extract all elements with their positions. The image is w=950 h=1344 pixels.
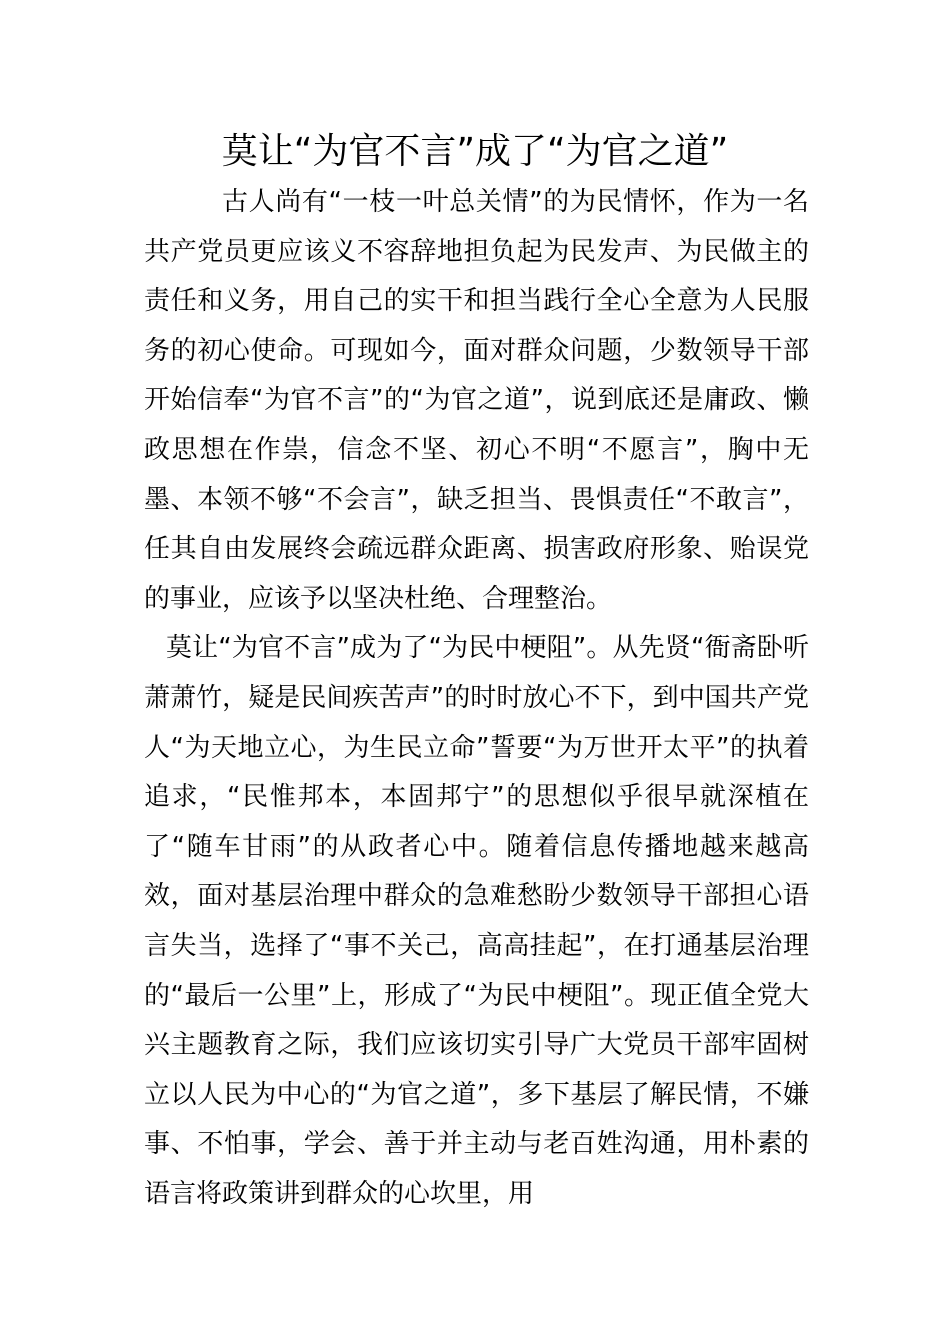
document-title: 莫让“为官不言”成了“为官之道” bbox=[221, 131, 729, 172]
document-body bbox=[144, 178, 809, 1219]
paragraph-2: 莫让“为官不言”成为了“为民中梗阻”。从先贤“衙斋卧听萧萧竹，疑是民间疾苦声”的时时放心不下，到中国共产党人“为天地立心，为生民立命”誓要“为万世开太平”的执着追求，“民惟邦本，本固邦宁”的思想似乎很早就深植在了“随车甘雨”的从政者心中。随着信息传播地越来越高效，面对基层治理中群众的急难愁盼少数领导干部担心语言失当，选择了“事不关己，高高挂起”，在打通基层治理的“最后一公里”上，形成了“为民中梗阻”。现正值全党大兴主题教育之际，我们应该切实引导广大党员干部牢固树立以人民为中心的“为官之道”，多下基层了解民情，不嫌事、不怕事，学会、善于并主动与老百姓沟通，用朴素的语言将政策讲到群众的心坎里，用 bbox=[144, 633, 809, 1209]
paragraph-1: 古人尚有“一枝一叶总关情”的为民情怀，作为一名共产党员更应该义不容辞地担负起为民发声、为民做主的责任和义务，用自己的实干和担当践行全心全意为人民服务的初心使命。可现如今，面对群众问题，少数领导干部开始信奉“为官不言”的“为官之道”，说到底还是庸政、懒政思想在作祟，信念不坚、初心不明“不愿言”，胸中无墨、本领不够“不会言”，缺乏担当、畏惧责任“不敢言”，任其自由发展终会疏远群众距离、损害政府形象、贻误党的事业，应该予以坚决杜绝、合理整治。 bbox=[144, 187, 809, 614]
